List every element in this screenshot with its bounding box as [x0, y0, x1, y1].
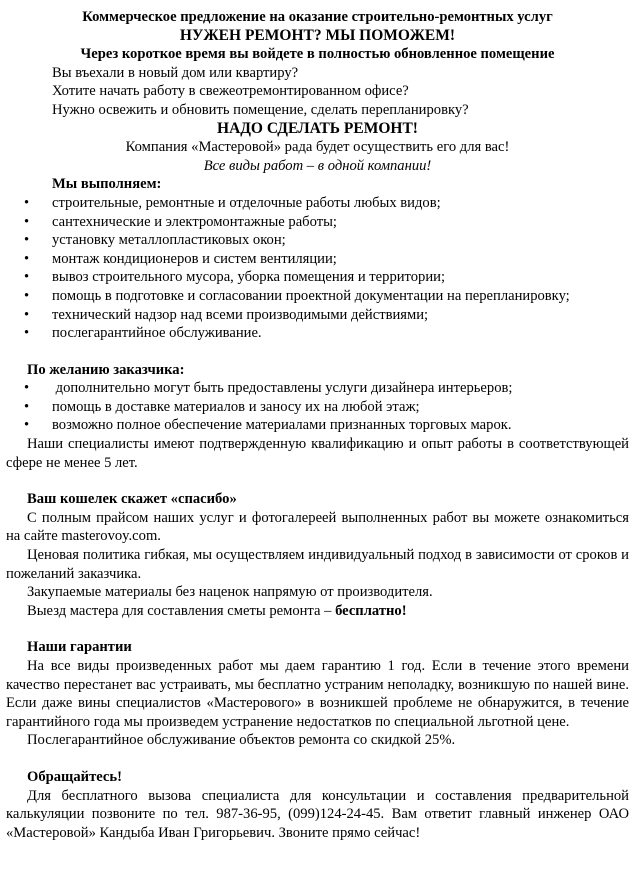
free-label: бесплатно!: [335, 602, 407, 619]
cta-italic: Все виды работ – в одной компании!: [203, 157, 432, 174]
guarantees-paragraph-2: Послегарантийное обслуживание объектов ремонта со скидкой 25%.: [27, 732, 456, 749]
list-item: • помощь в подготовке и согласовании проектной документации на перепланировку;: [6, 287, 629, 306]
wallet-heading: Ваш кошелек скажет «спасибо»: [27, 491, 237, 508]
wallet-paragraph-1: С полным прайсом наших услуг и фотогалереей выполненных работ вы можете ознакомиться на сайте masterovoy.com.: [6, 509, 629, 545]
optional-heading: По желанию заказчика:: [27, 361, 185, 378]
guarantees-heading: Наши гарантии: [27, 639, 132, 656]
headline: НУЖЕН РЕМОНТ? МЫ ПОМОЖЕМ!: [179, 26, 456, 44]
list-item: • послегарантийное обслуживание.: [6, 324, 629, 343]
wallet-paragraph-3: Закупаемые материалы без наценок напрямую от производителя.: [27, 584, 433, 601]
contact-paragraph: Для бесплатного вызова специалиста для консультации и составления предварительной калькуляции позвоните по тел. 987-36-95, (099)124-24-45. Вам ответит главный инженер ОАО «Мастеровой» Кандыба Иван Григорьевич. Звоните прямо сейчас!: [6, 787, 629, 841]
cta-heading: НАДО СДЕЛАТЬ РЕМОНТ!: [217, 119, 418, 137]
qualification-note: Наши специалисты имеют подтвержденную квалификацию и опыт работы в соответствующей сфере не менее 5 лет.: [6, 436, 629, 471]
question-2: Хотите начать работу в свежеотремонтированном офисе?: [52, 83, 409, 100]
list-item: • строительные, ремонтные и отделочные работы любых видов;: [6, 194, 629, 213]
list-item: • монтаж кондиционеров и систем вентиляции;: [6, 250, 629, 269]
list-item: • дополнительно могут быть предоставлены услуги дизайнера интерьеров;: [6, 379, 629, 398]
wallet-paragraph-4: [6, 602, 629, 621]
question-1: Вы въехали в новый дом или квартиру?: [52, 64, 299, 81]
tagline: Через короткое время вы войдете в полностью обновленное помещение: [80, 46, 555, 63]
offer-subtitle: Коммерческое предложение на оказание строительно-ремонтных услуг: [82, 9, 553, 25]
list-item: • помощь в доставке материалов и заносу их на любой этаж;: [6, 398, 629, 417]
wallet-p4-text: Выезд мастера для составления сметы ремонта –: [27, 602, 336, 619]
services-heading: Мы выполняем:: [52, 176, 162, 193]
list-item: • технический надзор над всеми производимыми действиями;: [6, 306, 629, 325]
list-item: • вывоз строительного мусора, уборка помещения и территории;: [6, 268, 629, 287]
services-list: [6, 194, 629, 343]
list-item: • сантехнические и электромонтажные работы;: [6, 213, 629, 232]
wallet-paragraph-2: Ценовая политика гибкая, мы осуществляем индивидуальный подход в зависимости от сроков и пожеланий заказчика.: [6, 547, 629, 582]
optional-list: [6, 379, 629, 435]
cta-line: Компания «Мастеровой» рада будет осуществить его для вас!: [125, 139, 510, 156]
question-3: Нужно освежить и обновить помещение, сделать перепланировку?: [52, 101, 469, 118]
list-item: • установку металлопластиковых окон;: [6, 231, 629, 250]
guarantees-paragraph-1: На все виды произведенных работ мы даем гарантию 1 год. Если в течение этого времени качество перестанет вас устраивать, мы бесплатно устраним неполадку, возникшую по нашей вине. Если даже вины специалистов «Мастерового» в возникшей проблеме не обнаружится, в течение гарантийного года мы произведем устранение недостатков по специальной льготной цене.: [6, 658, 629, 730]
contact-heading: Обращайтесь!: [27, 768, 122, 785]
list-item: • возможно полное обеспечение материалами признанных торговых марок.: [6, 416, 629, 435]
